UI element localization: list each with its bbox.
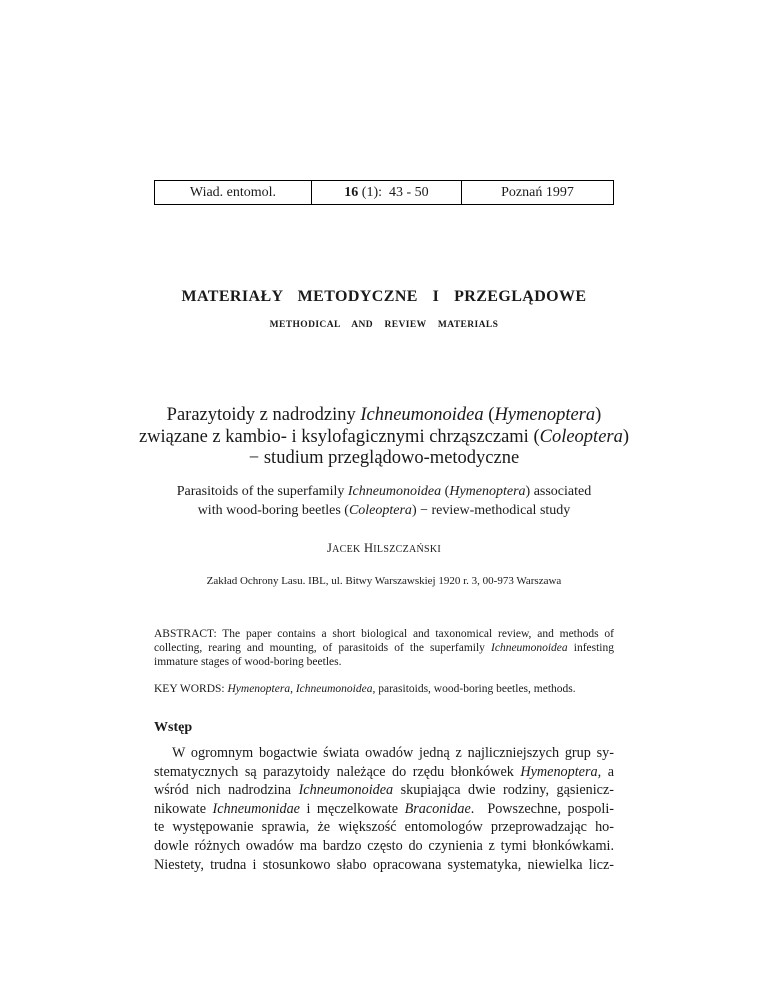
taxon-hymenoptera: Hymenoptera [449, 484, 526, 499]
author-affiliation: Zakład Ochrony Lasu. IBL, ul. Bitwy Warszawskiej 1920 r. 3, 00-973 Warszawa [206, 575, 562, 587]
issue-pages: (1): 43 - 50 [358, 184, 429, 200]
section-heading-intro: Wstęp [154, 720, 193, 735]
taxon-coleoptera: Coleoptera [539, 427, 623, 447]
title-en-line-1: Parasitoids of the superfamily Ichneumonoidea (Hymenoptera) associated [176, 484, 592, 499]
intro-line: te występowanie sprawia, że większość entomologów przeprowadzając ho- [154, 819, 614, 836]
place-year-cell [462, 181, 613, 204]
taxon-ichneumonoidea: Ichneumonoidea [491, 641, 568, 654]
intro-paragraph [154, 744, 614, 874]
volume-number: 16 [344, 184, 359, 200]
taxon-ichneumonoidea: Ichneumonoidea [360, 405, 484, 425]
title-pl-line-2: związane z kambio- i ksylofagicznymi chrząszczami (Coleoptera) [138, 427, 630, 447]
volume-cell [312, 181, 462, 204]
journal-header-table [154, 180, 614, 205]
intro-line: stematycznych są parazytoidy należące do rzędu błonkówek Hymenoptera, a [154, 763, 614, 780]
journal-name: Wiad. entomol. [189, 184, 277, 200]
intro-line: wśród nich nadrodzina Ichneumonoidea skupiająca dwie rodziny, gąsienicz- [154, 782, 614, 799]
intro-line: W ogromnym bogactwie świata owadów jedną z najliczniejszych grup sy- [172, 745, 614, 761]
title-pl-line-1: Parazytoidy z nadrodziny Ichneumonoidea (Hymenoptera) [166, 405, 602, 425]
taxon-coleoptera: Coleoptera [348, 503, 412, 518]
section-subtitle: METHODICAL AND REVIEW MATERIALS [269, 320, 499, 330]
title-pl-line-3: − studium przeglądowo-metodyczne [248, 448, 520, 468]
author-name: JACEK HILSZCZAŃSKI [326, 541, 442, 555]
intro-line: dowle różnych owadów ma bardzo często do czynienia z tymi błonkówkami. [154, 837, 614, 854]
taxon-ichneumonoidea: Ichneumonoidea [347, 484, 442, 499]
section-title: MATERIAŁY METODYCZNE I PRZEGLĄDOWE [181, 288, 587, 305]
intro-line: nikowate Ichneumonidae i męczelkowate Braconidae. Powszechne, pospoli- [154, 800, 614, 817]
key-words: KEY WORDS: Hymenoptera, Ichneumonoidea, parasitoids, wood-boring beetles, methods. [154, 683, 576, 695]
journal-name-cell [155, 181, 312, 204]
title-en-line-2: with wood-boring beetles (Coleoptera) − review-methodical study [197, 503, 571, 518]
abstract: ABSTRACT: The paper contains a short biological and taxonomical review, and methods of collecting, rearing and mounting, of parasitoids of the superfamily Ichneumonoidea infesting immature stages of wood-boring beetles. [154, 628, 614, 668]
place-year: Poznań 1997 [501, 184, 574, 200]
taxon-hymenoptera: Hymenoptera [494, 405, 596, 425]
intro-line: Niestety, trudna i stosunkowo słabo opracowana systematyka, niewielka licz- [154, 856, 614, 873]
